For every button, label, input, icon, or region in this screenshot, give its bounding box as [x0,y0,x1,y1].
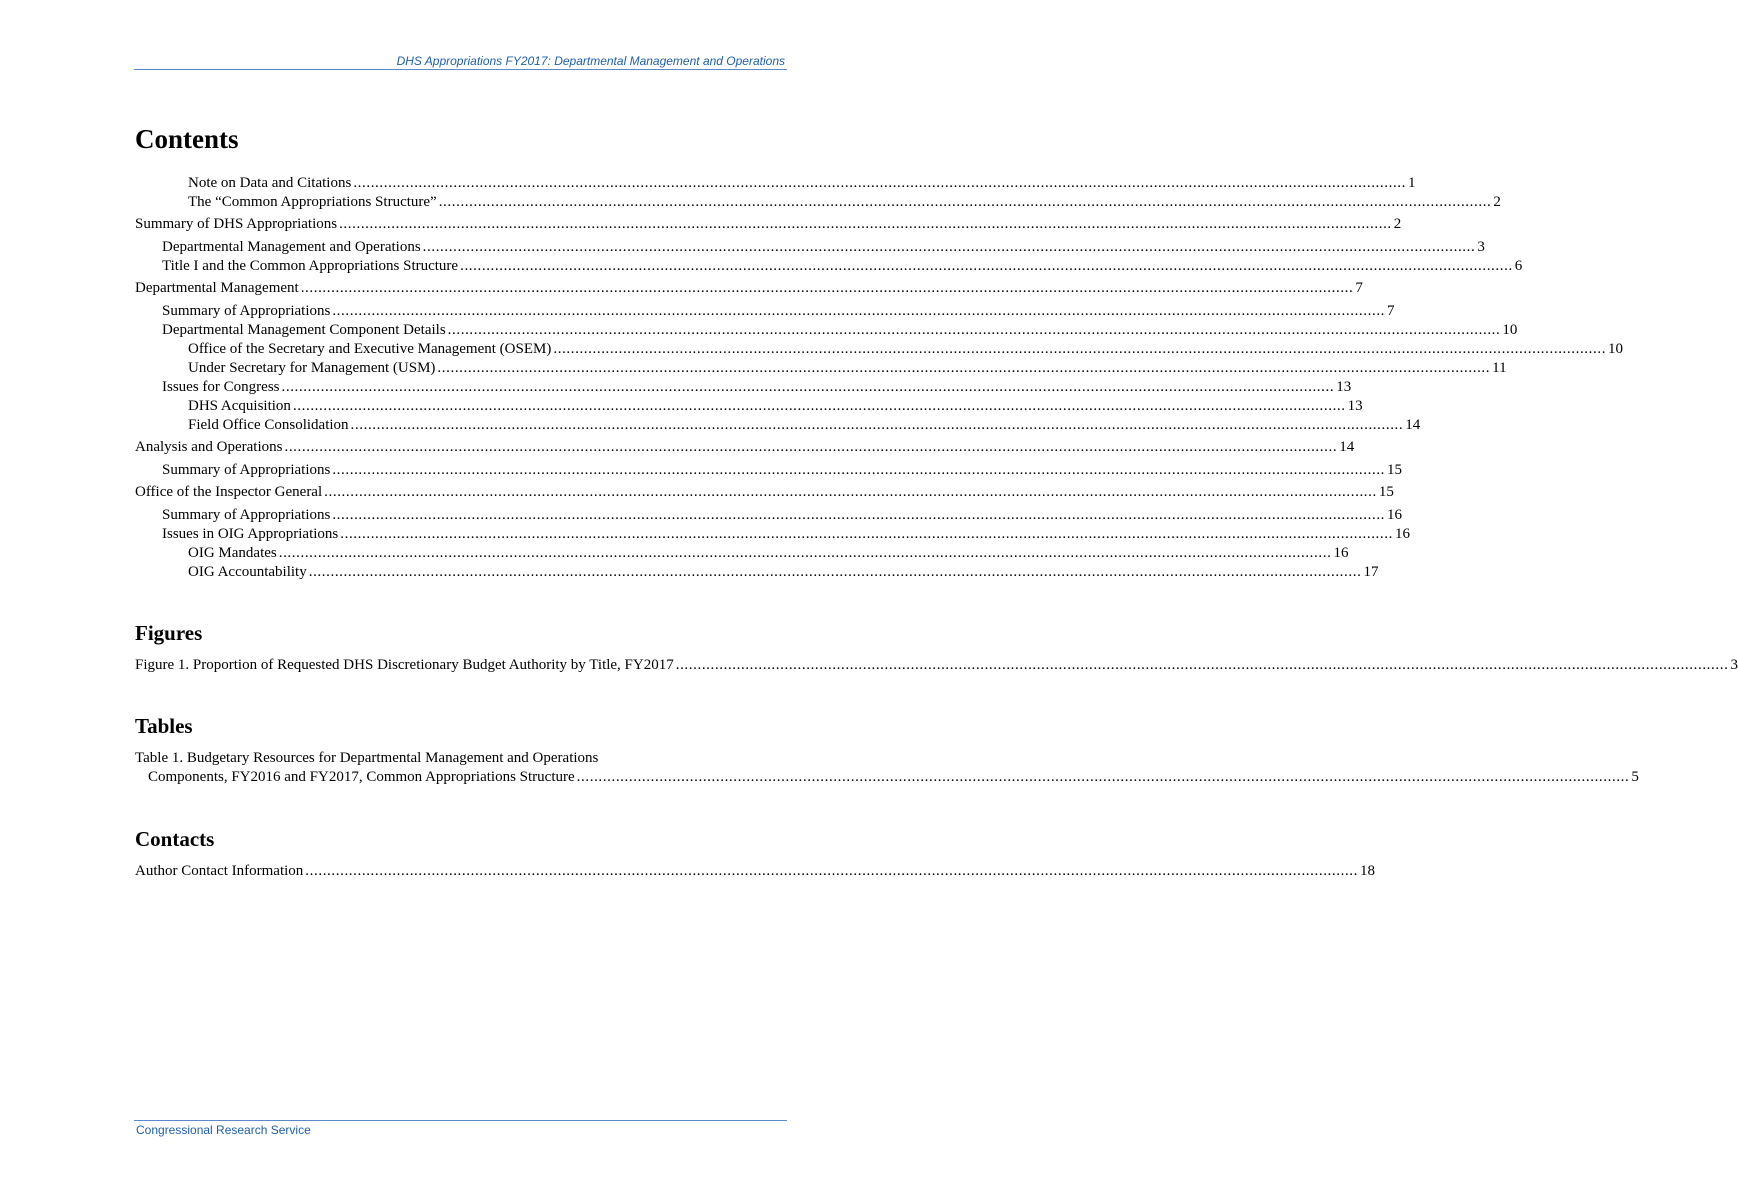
toc-leader [353,174,1406,193]
contents-heading: Contents [135,124,239,154]
toc-entry[interactable] [0,302,1395,321]
table-entry-title-line2: Components, FY2016 and FY2017, Common Appropriations Structure [148,769,575,785]
toc-entry[interactable] [0,416,1421,435]
toc-entry-title: Note on Data and Citations [188,175,352,191]
toc-entry-page: 16 [1394,526,1410,542]
table-entry-page: 5 [1631,769,1639,785]
toc-leader [460,257,1513,276]
toc-entry-page: 3 [1477,239,1485,255]
toc-entry[interactable] [0,340,1624,359]
toc-entry-page: 2 [1493,194,1501,210]
running-header: DHS Appropriations FY2017: Departmental Management and Operations [396,54,785,68]
footer-publisher: Congressional Research Service [136,1123,311,1137]
toc-entry-title: Under Secretary for Management (USM) [188,360,436,376]
toc-leader [324,483,1377,502]
toc-entry[interactable] [0,378,1352,397]
figure-entry-title: Figure 1. Proportion of Requested DHS Discretionary Budget Authority by Title, FY2017 [135,657,674,673]
toc-entry[interactable] [0,563,1379,582]
toc-leader [676,656,1729,675]
header-rule [134,69,787,70]
toc-entry[interactable] [0,257,1523,276]
toc-entry[interactable] [0,397,1363,416]
toc-entry-page: 10 [1608,341,1624,357]
toc-entry-page: 16 [1333,545,1349,561]
contacts-heading: Contacts [135,827,215,851]
toc-entry-page: 17 [1363,564,1379,580]
toc-leader [439,193,1492,212]
toc-leader [305,862,1358,881]
toc-entry-page: 16 [1387,507,1403,523]
toc-entry-title: Departmental Management [135,280,299,296]
toc-entry-title: Analysis and Operations [135,439,283,455]
contact-entry[interactable] [0,862,1375,881]
toc-entry[interactable] [0,238,1485,257]
toc-entry-page: 15 [1378,484,1394,500]
toc-entry[interactable] [0,506,1403,525]
toc-entry-title: Office of the Inspector General [135,484,323,500]
toc-leader [339,215,1392,234]
toc-entry-title: Summary of DHS Appropriations [135,216,338,232]
toc-entry-title: DHS Acquisition [188,398,291,414]
toc-entry-title: OIG Accountability [188,564,307,580]
table-entry-title-line1[interactable]: Table 1. Budgetary Resources for Departmental Management and Operations [135,750,599,766]
toc-leader [279,544,1332,563]
toc-entry-page: 14 [1339,439,1355,455]
figure-entry[interactable] [0,656,1738,675]
toc-entry-title: Issues for Congress [162,379,280,395]
footer-rule [134,1120,787,1121]
toc-entry-title: Issues in OIG Appropriations [162,526,339,542]
toc-leader [553,340,1606,359]
toc-leader [448,321,1501,340]
toc-leader [332,461,1385,480]
toc-entry[interactable] [0,461,1403,480]
toc-entry[interactable] [0,359,1507,378]
toc-entry-title: Summary of Appropriations [162,303,331,319]
toc-leader [332,302,1385,321]
toc-entry-page: 7 [1355,280,1363,296]
toc-entry-page: 14 [1405,417,1421,433]
toc-entry-title: Office of the Secretary and Executive Management (OSEM) [188,341,552,357]
toc-leader [309,563,1362,582]
toc-entry[interactable] [0,525,1410,544]
toc-entry-page: 7 [1387,303,1395,319]
toc-entry[interactable] [0,215,1402,234]
toc-entry[interactable] [0,438,1355,457]
toc-entry[interactable] [0,279,1363,298]
toc-entry-page: 10 [1502,322,1518,338]
toc-entry-title: Summary of Appropriations [162,507,331,523]
toc-leader [301,279,1354,298]
toc-entry[interactable] [0,193,1501,212]
toc-leader [437,359,1490,378]
toc-leader [351,416,1404,435]
contact-entry-page: 18 [1360,863,1375,879]
toc-entry-title: Departmental Management Component Details [162,322,446,338]
toc-entry[interactable] [0,174,1416,193]
toc-entry-title: Title I and the Common Appropriations Structure [162,258,459,274]
toc-entry-page: 11 [1492,360,1507,376]
toc-entry[interactable] [0,321,1518,340]
toc-entry-title: OIG Mandates [188,545,277,561]
toc-entry-page: 13 [1347,398,1363,414]
toc-leader [423,238,1476,257]
toc-entry-title: Departmental Management and Operations [162,239,421,255]
toc-entry-page: 15 [1387,462,1403,478]
toc-leader [577,768,1630,787]
toc-leader [284,438,1337,457]
toc-entry[interactable] [0,544,1349,563]
toc-entry-title: Summary of Appropriations [162,462,331,478]
toc-leader [332,506,1385,525]
contact-entry-title: Author Contact Information [135,863,304,879]
table-entry[interactable] [0,768,1639,787]
toc-entry-title: Field Office Consolidation [188,417,349,433]
toc-leader [282,378,1335,397]
figures-heading: Figures [135,621,203,645]
toc-entry-page: 13 [1336,379,1352,395]
toc-entry-page: 2 [1393,216,1402,232]
toc-entry[interactable] [0,483,1394,502]
toc-entry-title: The “Common Appropriations Structure” [188,194,437,210]
toc-leader [293,397,1346,416]
toc-leader [340,525,1393,544]
toc-entry-page: 1 [1408,175,1416,191]
figure-entry-page: 3 [1730,657,1738,673]
tables-heading: Tables [135,714,193,738]
toc-entry-page: 6 [1514,258,1523,274]
